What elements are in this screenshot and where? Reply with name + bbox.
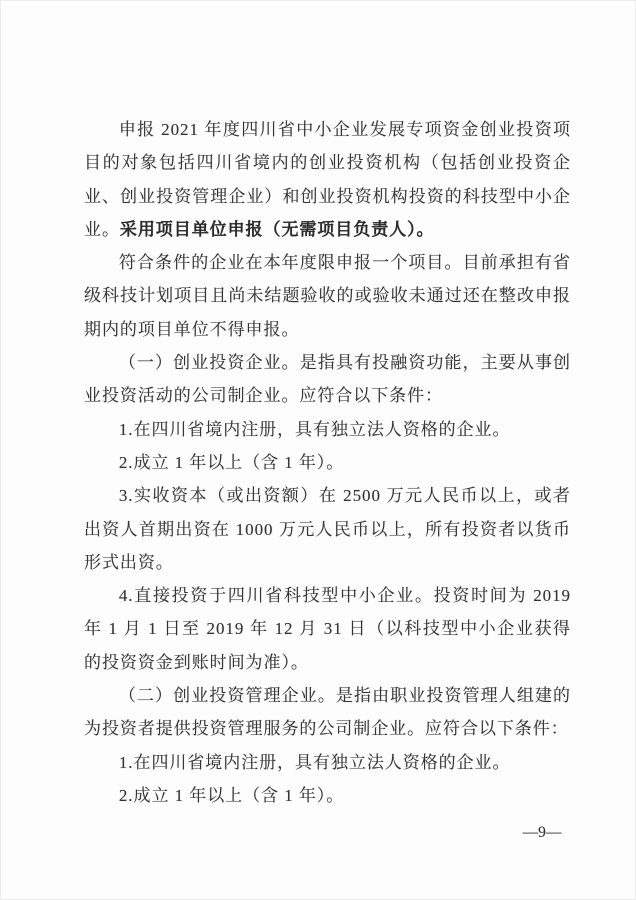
page-number: —9— [522,824,562,841]
paragraph [84,346,571,413]
paragraph [84,479,571,579]
text-run: 4.直接投资于四川省科技型中小企业。投资时间为 2019 年 1 月 1 日至 2019 年 12 月 31 日（以科技型中小企业获得的投资资金到账时间为准）。 [84,586,571,672]
paragraph [84,779,571,812]
paragraph [84,413,571,446]
text-run: 2.成立 1 年以上（含 1 年）。 [118,785,345,805]
text-run: （二）创业投资管理企业。是指由职业投资管理人组建的为投资者提供投资管理服务的公司制企业。应符合以下条件： [84,686,571,739]
text-run: 申报 2021 年度四川省中小企业发展专项资金创业投资项目的对象包括四川省境内的创业投资机构（包括创业投资企业、创业投资管理企业）和创业投资机构投资的科技型中小企业。 [84,120,571,239]
paragraph [84,746,571,779]
text-run: 符合条件的企业在本年度限申报一个项目。目前承担有省级科技计划项目且尚未结题验收的或验收未通过还在整改申报期内的项目单位不得申报。 [84,253,571,339]
paragraph [84,246,571,346]
paragraph [84,113,571,246]
paragraph [84,679,571,746]
document-body [84,113,571,812]
text-run: 2.成立 1 年以上（含 1 年）。 [118,452,345,472]
text-run: 3.实收资本（或出资额）在 2500 万元人民币以上，或者出资人首期出资在 1000 万元人民币以上，所有投资者以货币形式出资。 [84,486,571,572]
paragraph [84,446,571,479]
bold-text-run: 采用项目单位申报（无需项目负责人）。 [119,219,435,239]
text-run: 1.在四川省境内注册，具有独立法人资格的企业。 [118,752,511,772]
paragraph [84,579,571,679]
text-run: 1.在四川省境内注册，具有独立法人资格的企业。 [118,419,511,439]
text-run: （一）创业投资企业。是指具有投融资功能，主要从事创业投资活动的公司制企业。应符合以下条件： [84,353,571,406]
